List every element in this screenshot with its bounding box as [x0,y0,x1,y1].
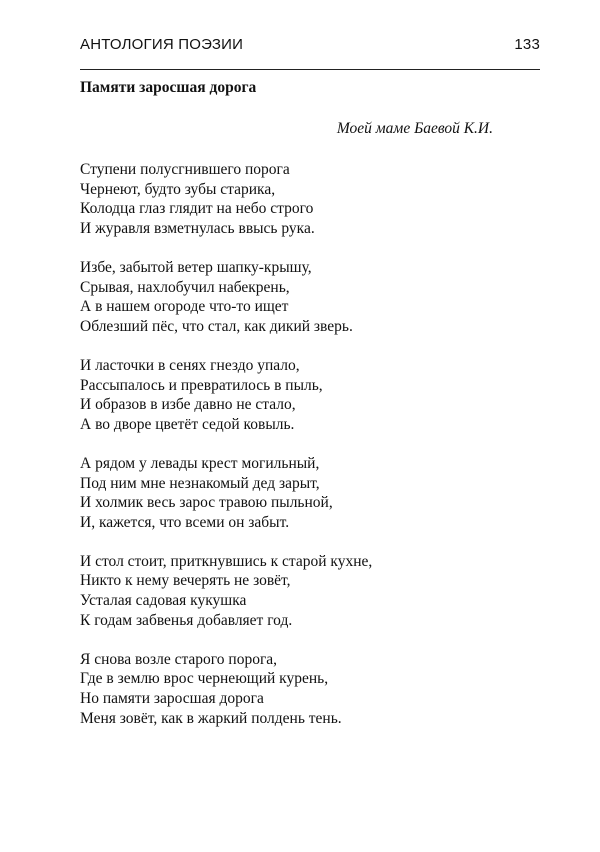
poem-line: Колодца глаз глядит на небо строго [80,200,314,218]
page-header [80,36,540,60]
book-title: АНТОЛОГИЯ ПОЭЗИИ [80,36,244,53]
page-number: 133 [514,36,540,53]
poem-line: А в нашем огороде что-то ищет [80,298,289,316]
poem-line: И, кажется, что всеми он забыт. [80,513,290,531]
header-divider [80,69,540,70]
poem-line: И холмик весь зарос травою пыльной, [80,494,333,512]
poem-line: Меня зовёт, как в жаркий полдень тень. [80,709,342,727]
poem-line: Срывая, нахлобучил набекрень, [80,278,290,296]
poem-line: Облезший пёс, что стал, как дикий зверь. [80,317,353,335]
poem-title: Памяти заросшая дорога [80,79,257,96]
poem-line: Я снова возле старого порога, [80,650,278,668]
poem-line: И журавля взметнулась ввысь рука. [80,219,315,237]
poem-line: Никто к нему вечерять не зовёт, [80,572,291,590]
poem-line: Чернеют, будто зубы старика, [80,180,276,198]
stanza-4 [80,454,540,532]
stanza-5 [80,552,540,630]
poem-line: Под ним мне незнакомый дед зарыт, [80,474,320,492]
poem-line: Рассыпалось и превратилось в пыль, [80,376,323,394]
stanza-3 [80,356,540,434]
poem-line: И образов в избе давно не стало, [80,396,296,414]
poem-line: И стол стоит, приткнувшись к старой кухне, [80,552,373,570]
poem-line: И ласточки в сенях гнездо упало, [80,356,300,374]
poem-dedication: Моей маме Баевой К.И. [336,120,493,137]
poem-line: К годам забвенья добавляет год. [80,611,293,629]
poem-line: А во дворе цветёт седой ковыль. [80,415,295,433]
stanza-1 [80,160,540,238]
poem-line: А рядом у левады крест могильный, [80,454,320,472]
poem-line: Где в землю врос чернеющий курень, [80,670,329,688]
poem-line: Усталая садовая кукушка [80,592,247,610]
poem-body [80,160,540,748]
poem-line: Но памяти заросшая дорога [80,690,264,708]
stanza-6 [80,650,540,728]
poem-line: Ступени полусгнившего порога [80,161,290,178]
stanza-2 [80,258,540,336]
poem-line: Избе, забытой ветер шапку-крышу, [80,258,312,276]
